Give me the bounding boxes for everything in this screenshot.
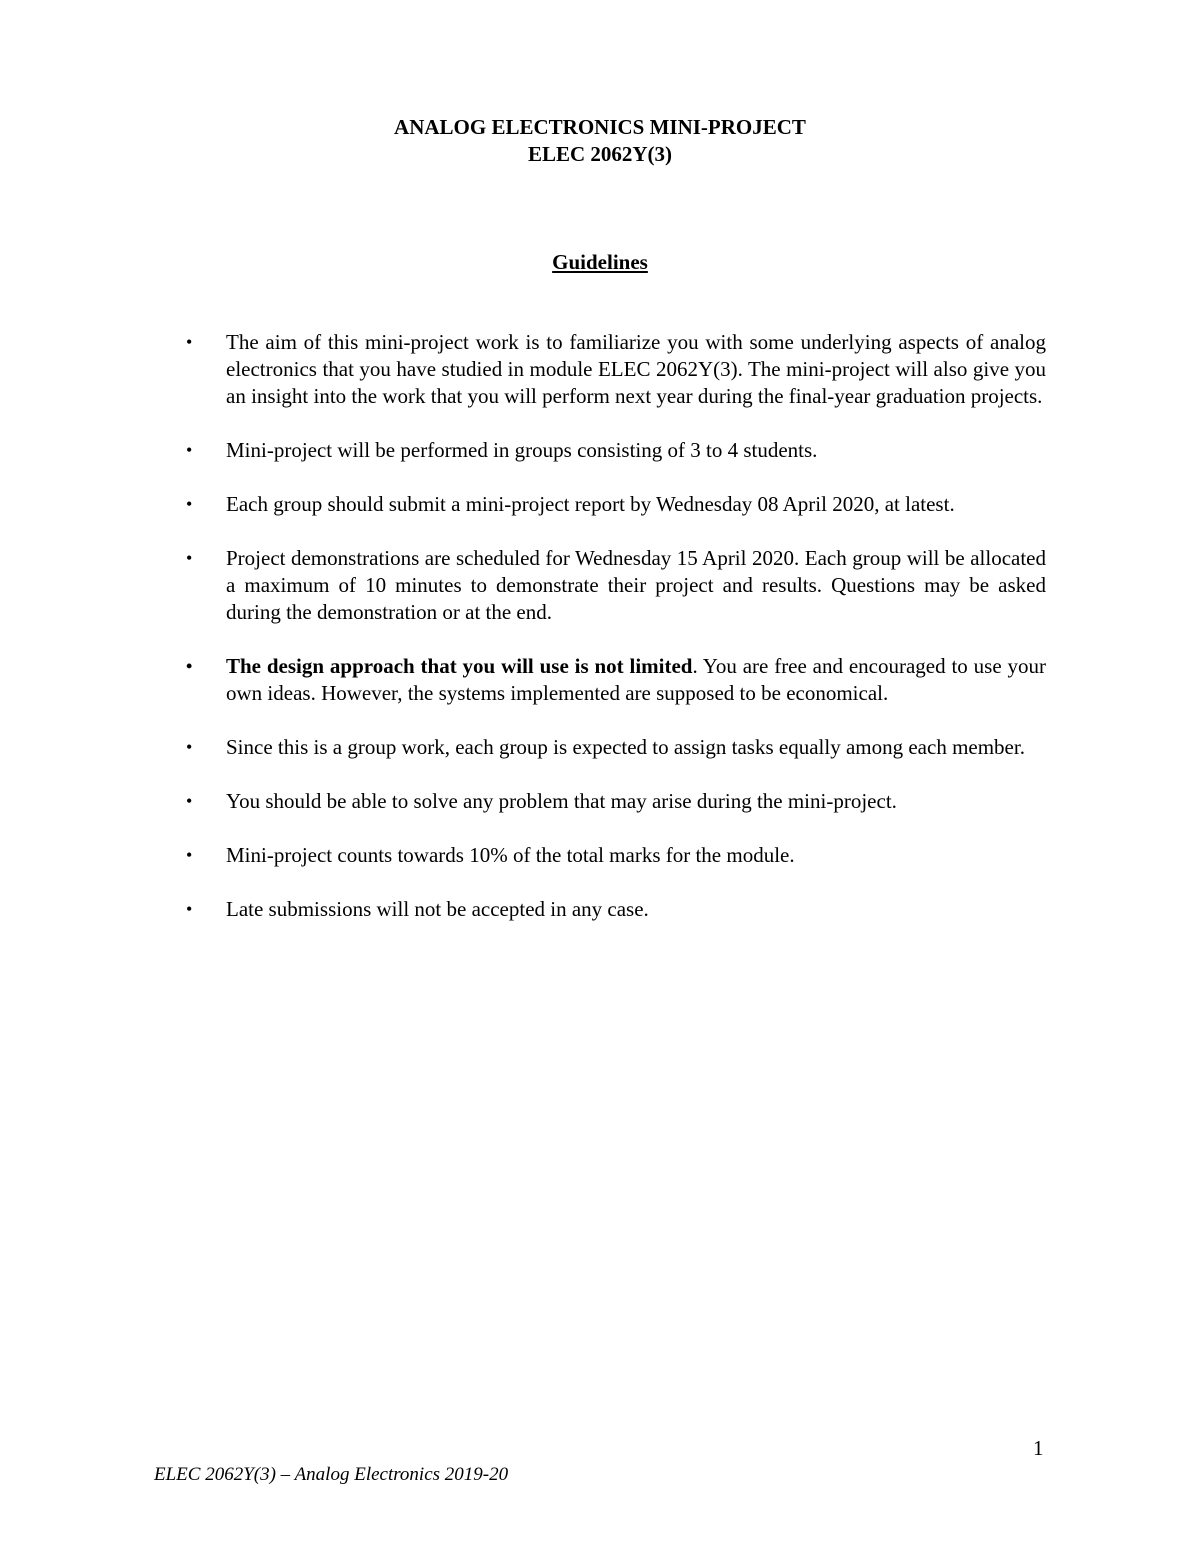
bullet-icon: • [186,494,193,514]
guideline-text: Since this is a group work, each group is expected to assign tasks equally among each member. [226,735,1025,759]
guideline-item-7 [186,788,1046,815]
guideline-text: You should be able to solve any problem that may arise during the mini-project. [226,789,897,813]
guideline-item-1 [186,329,1046,410]
page-number: 1 [1033,1436,1044,1460]
bullet-icon: • [186,656,193,676]
bullet-icon: • [186,845,193,865]
document-title: ANALOG ELECTRONICS MINI-PROJECT [394,115,806,139]
guideline-item-8 [186,842,1046,869]
bullet-icon: • [186,548,193,568]
bullet-icon: • [186,899,193,919]
bullet-icon: • [186,332,193,352]
guideline-text: Each group should submit a mini-project report by Wednesday 08 April 2020, at latest. [226,492,955,516]
module-code: ELEC 2062Y(3) [527,142,673,166]
bullet-icon: • [186,440,193,460]
guideline-item-3 [186,491,1046,518]
guideline-item-2 [186,437,1046,464]
page-footer: ELEC 2062Y(3) – Analog Electronics 2019-20 [154,1464,509,1485]
guideline-item-4 [186,545,1046,626]
guideline-item-5 [186,653,1046,707]
guideline-text: Mini-project will be performed in groups consisting of 3 to 4 students. [226,438,818,462]
guideline-bold-text: The design approach that you will use is not limited [226,654,693,678]
guidelines-list [186,329,1046,950]
guideline-text: Late submissions will not be accepted in any case. [226,897,649,921]
bullet-icon: • [186,737,193,757]
guideline-text: . You are free and encouraged to use your own ideas. However, the systems implemented are supposed to be economical. [226,654,1046,705]
guideline-text: The aim of this mini-project work is to familiarize you with some underlying aspects of analog electronics that you have studied in module ELEC 2062Y(3). The mini-project will also give you an insight into the work that you will perform next year during the final-year graduation projects. [226,330,1046,408]
section-heading: Guidelines [552,250,648,274]
guideline-item-9 [186,896,1046,923]
bullet-icon: • [186,791,193,811]
guideline-item-6 [186,734,1046,761]
guideline-text: Project demonstrations are scheduled for Wednesday 15 April 2020. Each group will be allocated a maximum of 10 minutes to demonstrate their project and results. Questions may be asked during the demonstration or at the end. [226,546,1046,624]
guideline-text: Mini-project counts towards 10% of the total marks for the module. [226,843,795,867]
